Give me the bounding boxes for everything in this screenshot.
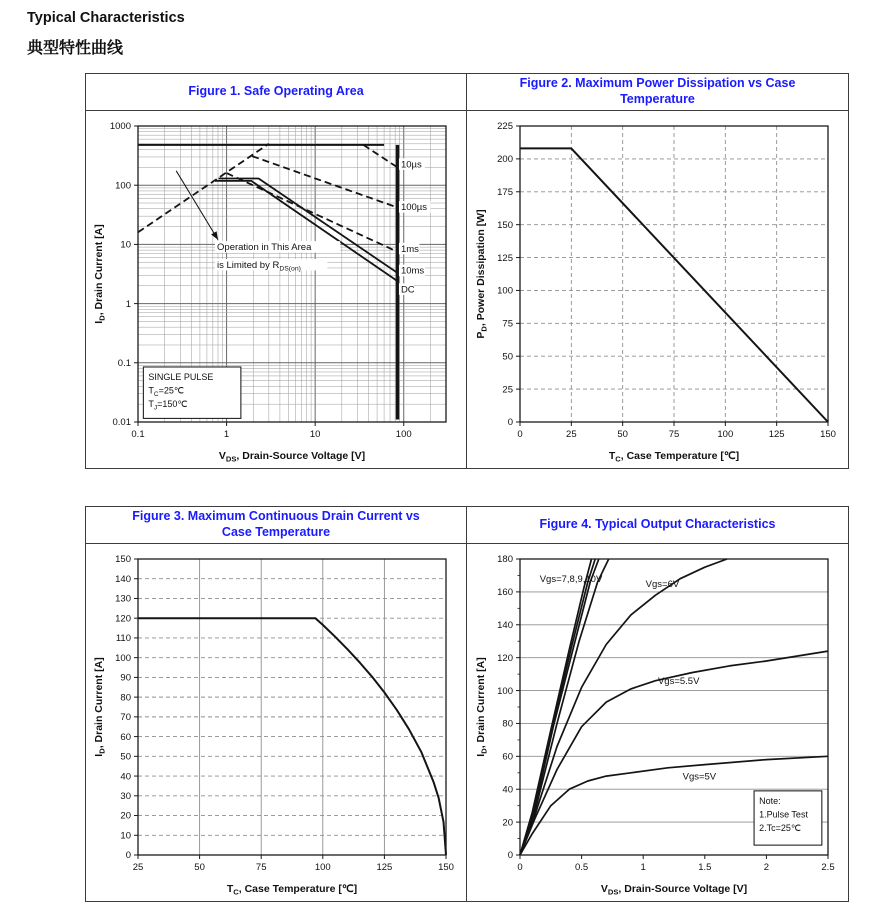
figure2-panel (467, 74, 848, 468)
svg-text:0.1: 0.1 (131, 429, 145, 440)
svg-text:Vgs=7,8,9,10V: Vgs=7,8,9,10V (539, 574, 602, 586)
figure3-title-text: Figure 3. Maximum Continuous Drain Current vs Case Temperature (132, 509, 420, 539)
svg-text:DC: DC (400, 284, 415, 296)
svg-text:1: 1 (223, 429, 230, 440)
svg-text:150: 150 (115, 554, 131, 566)
svg-text:0: 0 (507, 850, 513, 862)
svg-text:25: 25 (565, 429, 577, 440)
svg-text:140: 140 (496, 619, 513, 631)
svg-text:20: 20 (501, 817, 513, 829)
figure3-chart (86, 544, 466, 901)
figure1-panel (86, 74, 467, 468)
svg-text:1.Pulse Test: 1.Pulse Test (758, 809, 808, 820)
svg-text:10µs: 10µs (400, 159, 422, 171)
svg-text:2.5: 2.5 (820, 862, 835, 873)
svg-text:110: 110 (115, 633, 131, 645)
svg-text:Vgs=5.5V: Vgs=5.5V (657, 675, 699, 687)
svg-text:1.5: 1.5 (697, 862, 711, 873)
svg-text:1000: 1000 (109, 121, 131, 133)
svg-text:ID, Drain Current [A]: $I_D$, Drain Current [A] (93, 224, 107, 324)
svg-text:140: 140 (115, 573, 131, 585)
figure1-title (86, 74, 466, 111)
figure1-title-text: Figure 1. Safe Operating Area (188, 84, 364, 99)
svg-text:100: 100 (496, 685, 513, 697)
page-title-en: Typical Characteristics (27, 10, 185, 26)
svg-text:Operation in This Area: Operation in This Area (217, 242, 312, 254)
svg-text:10: 10 (120, 830, 131, 842)
svg-text:180: 180 (496, 554, 513, 566)
svg-text:150: 150 (496, 219, 513, 231)
svg-text:is Limited by RDS(on): is Limited by $R_{DS(on)}$ (217, 259, 301, 273)
svg-text:130: 130 (115, 593, 131, 605)
svg-text:0: 0 (516, 429, 523, 440)
svg-text:20: 20 (120, 810, 131, 822)
svg-text:90: 90 (120, 672, 131, 684)
svg-text:PD, Power Dissipation [W]: $P_D$, Power Dissipation [W] (474, 209, 488, 339)
svg-text:120: 120 (115, 613, 131, 625)
svg-text:TC, Case Temperature [℃]: $T_C$, Case Temperature [℃] (608, 450, 739, 464)
figure4-title (467, 507, 848, 544)
svg-text:1: 1 (125, 298, 131, 310)
svg-text:VDS, Drain-Source Voltage [V]: $V_{DS}$, Drain-Source Voltage [V] (600, 883, 747, 897)
svg-text:225: 225 (496, 121, 513, 133)
svg-text:Vgs=5V: Vgs=5V (682, 771, 716, 783)
svg-text:1: 1 (640, 862, 646, 873)
svg-text:Note:: Note: (758, 795, 781, 806)
svg-text:50: 50 (120, 751, 131, 763)
figure-row-top (85, 73, 849, 469)
svg-text:TC, Case Temperature [℃]: $T_C$, Case Temperature [℃] (226, 883, 358, 897)
svg-text:0.01: 0.01 (112, 417, 131, 429)
svg-text:175: 175 (496, 186, 513, 198)
svg-text:70: 70 (120, 712, 131, 724)
svg-text:100: 100 (314, 862, 331, 873)
figure-row-bottom (85, 506, 849, 902)
svg-text:150: 150 (438, 862, 454, 873)
svg-text:160: 160 (496, 587, 513, 599)
svg-text:TC=25℃: $T_C=25℃$ (148, 385, 184, 398)
figure1-chart (86, 111, 466, 468)
svg-text:0: 0 (516, 862, 523, 873)
svg-text:50: 50 (194, 862, 205, 873)
svg-text:0.1: 0.1 (117, 358, 131, 369)
svg-text:100: 100 (496, 285, 513, 297)
svg-text:60: 60 (120, 731, 131, 743)
svg-text:100: 100 (115, 652, 131, 664)
svg-text:125: 125 (376, 862, 393, 873)
svg-text:10: 10 (120, 239, 131, 251)
svg-text:0: 0 (507, 417, 513, 429)
svg-text:0.5: 0.5 (574, 862, 588, 873)
svg-text:80: 80 (501, 718, 513, 730)
figure3-title (86, 507, 466, 544)
svg-text:100: 100 (716, 429, 733, 440)
svg-text:1ms: 1ms (400, 243, 419, 255)
svg-text:25: 25 (501, 384, 513, 396)
figure2-chart (467, 111, 848, 468)
figure3-panel (86, 507, 467, 901)
svg-text:40: 40 (120, 771, 131, 783)
svg-text:60: 60 (501, 751, 513, 763)
svg-text:125: 125 (496, 252, 513, 264)
page-title-zh: 典型特性曲线 (27, 40, 124, 57)
svg-text:0: 0 (125, 850, 131, 862)
figure2-title-text: Figure 2. Maximum Power Dissipation vs Case Temperature (519, 76, 796, 106)
svg-text:2: 2 (763, 862, 769, 873)
svg-text:100: 100 (115, 180, 131, 192)
svg-text:100: 100 (395, 429, 412, 440)
svg-text:75: 75 (501, 318, 513, 330)
svg-text:TJ=150℃: $T_J=150℃$ (148, 398, 188, 412)
svg-text:30: 30 (120, 791, 131, 802)
svg-text:10ms: 10ms (400, 265, 425, 277)
svg-text:ID, Drain Current [A]: $I_D$, Drain Current [A] (93, 657, 107, 757)
svg-text:120: 120 (496, 652, 513, 664)
figure4-panel (467, 507, 848, 901)
svg-text:200: 200 (496, 154, 513, 166)
svg-text:10: 10 (309, 429, 321, 440)
svg-text:SINGLE PULSE: SINGLE PULSE (148, 371, 214, 382)
svg-text:VDS, Drain-Source Voltage [V]: $V_{DS}$, Drain-Source Voltage [V] (218, 450, 366, 464)
svg-text:50: 50 (616, 429, 628, 440)
svg-text:75: 75 (255, 862, 267, 873)
svg-text:25: 25 (132, 862, 144, 873)
svg-text:40: 40 (501, 784, 513, 796)
svg-text:Vgs=6V: Vgs=6V (645, 578, 679, 590)
svg-text:ID, Drain Current [A]: $I_D$, Drain Current [A] (474, 657, 488, 757)
figure2-title (467, 74, 848, 111)
svg-text:125: 125 (768, 429, 785, 440)
svg-text:100µs: 100µs (400, 202, 428, 214)
svg-text:2.Tc=25℃: 2.Tc=25℃ (758, 822, 801, 833)
page-header (0, 0, 884, 58)
svg-text:50: 50 (501, 351, 513, 363)
svg-text:80: 80 (120, 692, 131, 704)
svg-text:75: 75 (668, 429, 679, 440)
figure4-chart (467, 544, 848, 901)
figure4-title-text: Figure 4. Typical Output Characteristics (539, 517, 776, 532)
svg-text:150: 150 (819, 429, 836, 440)
